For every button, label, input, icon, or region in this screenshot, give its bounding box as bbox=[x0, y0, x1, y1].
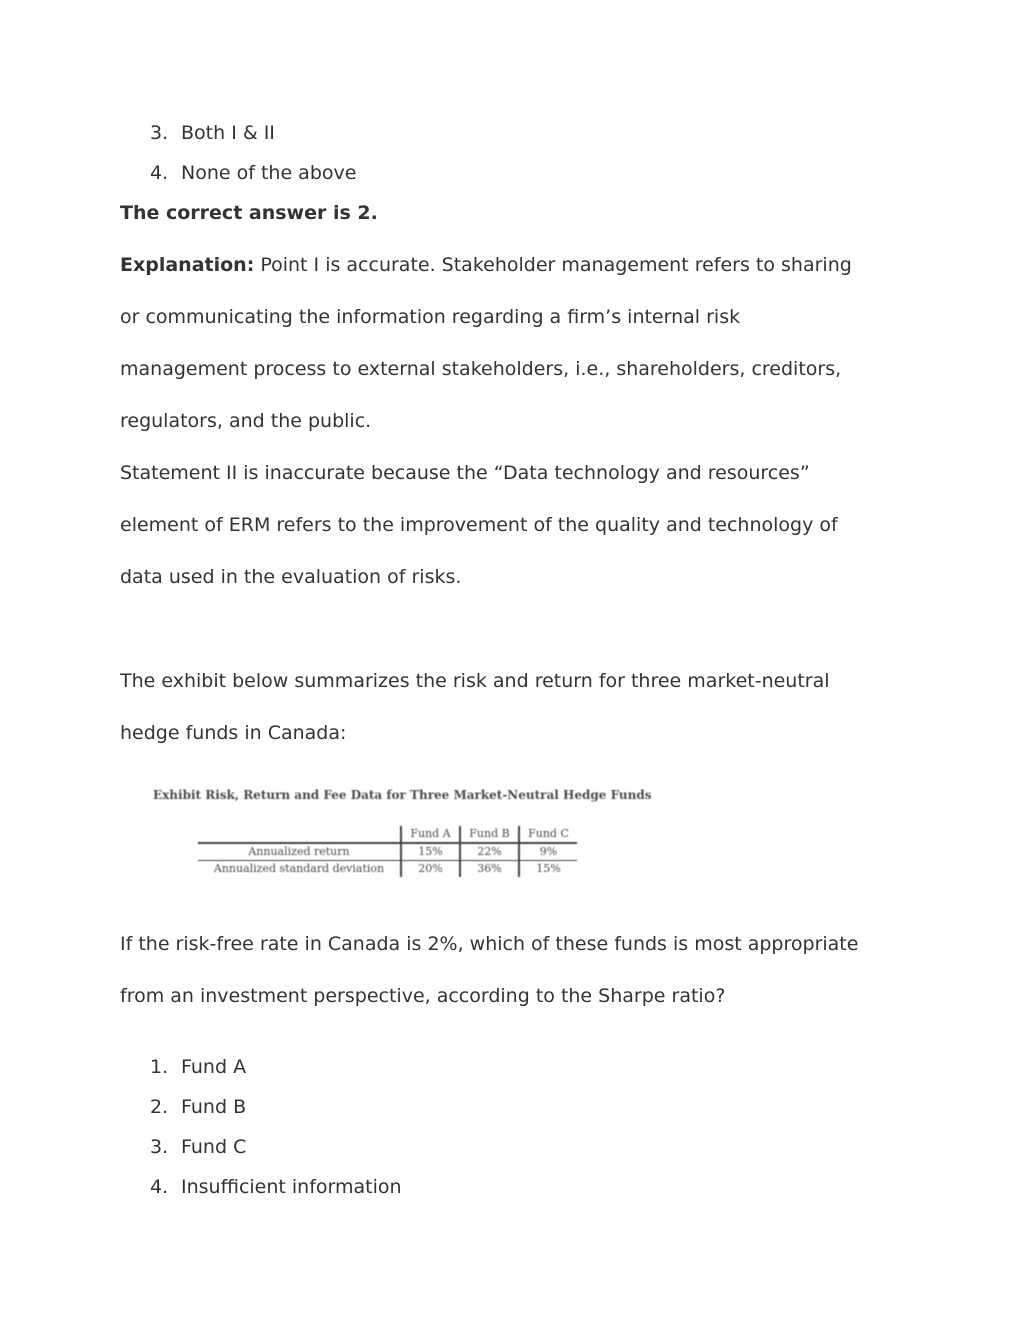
explanation-line: or communicating the information regarding a firm’s internal risk bbox=[120, 306, 741, 328]
table-cell: 15% bbox=[401, 843, 460, 861]
prev-option-label: Both I & II bbox=[181, 122, 275, 144]
table-cell: 9% bbox=[519, 843, 577, 861]
intro-line: The exhibit below summarizes the risk and return for three market-neutral bbox=[120, 670, 830, 692]
row-label: Annualized return bbox=[198, 843, 401, 861]
explanation-label: Explanation: bbox=[120, 254, 255, 276]
explanation-line: data used in the evaluation of risks. bbox=[120, 566, 462, 588]
correct-answer: The correct answer is 2. bbox=[120, 202, 378, 224]
table-row bbox=[198, 843, 577, 861]
column-header: Fund C bbox=[519, 826, 577, 843]
table-cell: 20% bbox=[401, 861, 460, 878]
option-number: 3. bbox=[150, 1136, 169, 1158]
table-corner bbox=[198, 826, 401, 843]
explanation-line: management process to external stakeholders, i.e., shareholders, creditors, bbox=[120, 358, 842, 380]
table-cell: 36% bbox=[460, 861, 519, 878]
row-label: Annualized standard deviation bbox=[198, 861, 401, 878]
column-header: Fund A bbox=[401, 826, 460, 843]
table-cell: 15% bbox=[519, 861, 577, 878]
column-header: Fund B bbox=[460, 826, 519, 843]
explanation-text: Point I is accurate. Stakeholder management refers to sharing bbox=[254, 254, 852, 276]
table-cell: 22% bbox=[460, 843, 519, 861]
option-number: 2. bbox=[150, 1096, 169, 1118]
intro-line: hedge funds in Canada: bbox=[120, 722, 347, 744]
exhibit-table bbox=[198, 826, 577, 877]
question-line: from an investment perspective, according to the Sharpe ratio? bbox=[120, 985, 726, 1007]
prev-option-label: None of the above bbox=[181, 162, 357, 184]
option-label: Fund A bbox=[181, 1056, 247, 1078]
table-row bbox=[198, 861, 577, 878]
option-label: Fund B bbox=[181, 1096, 247, 1118]
option-label: Fund C bbox=[181, 1136, 247, 1158]
explanation-line: element of ERM refers to the improvement of the quality and technology of bbox=[120, 514, 838, 536]
option-number: 1. bbox=[150, 1056, 169, 1078]
explanation-line: regulators, and the public. bbox=[120, 410, 372, 432]
option-number: 4. bbox=[150, 1176, 169, 1198]
explanation-line bbox=[120, 252, 852, 278]
option-label: Insufficient information bbox=[181, 1176, 402, 1198]
exhibit-title: Exhibit Risk, Return and Fee Data for Three Market-Neutral Hedge Funds bbox=[153, 788, 652, 802]
question-line: If the risk-free rate in Canada is 2%, which of these funds is most appropriate bbox=[120, 933, 859, 955]
prev-option-number: 4. bbox=[150, 162, 169, 184]
explanation-line: Statement II is inaccurate because the “Data technology and resources” bbox=[120, 462, 810, 484]
prev-option-number: 3. bbox=[150, 122, 169, 144]
